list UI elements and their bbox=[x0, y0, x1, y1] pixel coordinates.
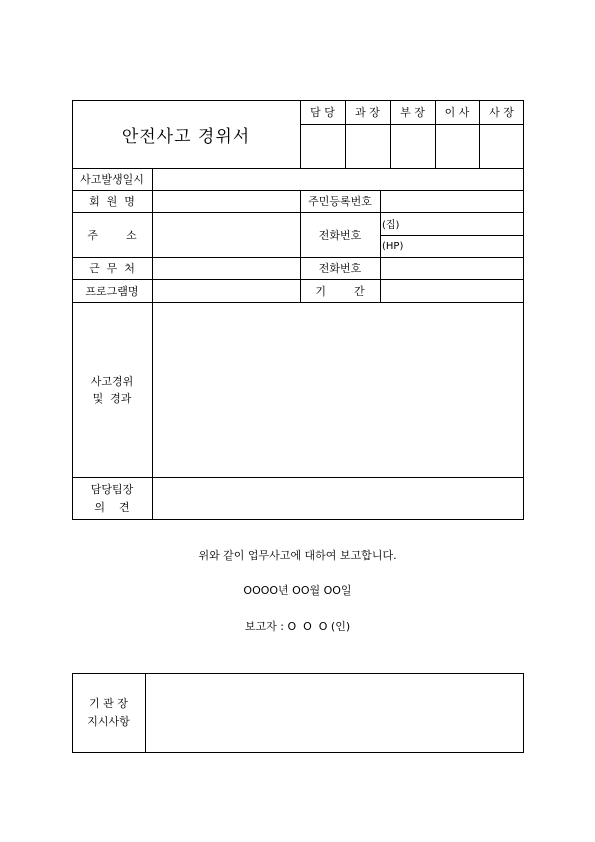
approval-sign-department-head[interactable] bbox=[390, 124, 435, 168]
phone-home-label: (집) bbox=[382, 220, 400, 231]
member-name-field[interactable] bbox=[152, 190, 300, 212]
phone-home-field[interactable] bbox=[382, 212, 524, 235]
details-field[interactable] bbox=[152, 302, 524, 477]
reporter-line: 보고자 : O O O (인) bbox=[244, 620, 351, 633]
director-label-line1: 기 관 장 bbox=[89, 697, 128, 710]
approval-sign-staff[interactable] bbox=[300, 124, 345, 168]
incident-datetime-label: 사고발생일시 bbox=[80, 173, 144, 186]
address-label-text: 주 소 bbox=[87, 228, 137, 242]
details-label-line2: 및 경과 bbox=[92, 391, 132, 405]
address-label bbox=[72, 212, 152, 257]
details-label bbox=[72, 302, 152, 477]
phone-label: 전화번호 bbox=[318, 228, 362, 242]
director-instructions-field[interactable] bbox=[145, 673, 524, 753]
period-label-text: 기 간 bbox=[315, 284, 365, 298]
work-phone-field[interactable] bbox=[380, 257, 524, 279]
work-phone-label: 전화번호 bbox=[318, 262, 362, 275]
workplace-field[interactable] bbox=[152, 257, 300, 279]
member-name-label bbox=[72, 190, 152, 212]
period-label bbox=[300, 279, 380, 302]
period-field[interactable] bbox=[380, 279, 524, 302]
report-statement: 위와 같이 업무사고에 대하여 보고합니다. bbox=[198, 549, 397, 562]
phone-mobile-field[interactable] bbox=[382, 235, 524, 257]
form-title: 안전사고 경위서 bbox=[121, 126, 251, 147]
approval-label-director: 이 사 bbox=[444, 106, 470, 119]
details-label-line1: 사고경위 bbox=[90, 374, 134, 388]
approval-label-staff: 담 당 bbox=[310, 106, 335, 119]
resident-number-field[interactable] bbox=[380, 190, 524, 212]
leader-opinion-label bbox=[72, 477, 152, 520]
program-name-label: 프로그램명 bbox=[85, 284, 139, 298]
approval-label-president: 사 장 bbox=[489, 106, 514, 119]
leader-opinion-line2: 의 견 bbox=[94, 500, 130, 514]
approval-sign-manager[interactable] bbox=[345, 124, 390, 168]
director-label bbox=[72, 673, 145, 753]
phone-mobile-label: (HP) bbox=[382, 240, 404, 252]
member-name-label-text: 회 원 명 bbox=[89, 195, 135, 208]
approval-label-manager: 과 장 bbox=[355, 106, 380, 119]
report-date: OOOO년 OO월 OO일 bbox=[243, 584, 352, 597]
approval-label-department-head: 부 장 bbox=[400, 106, 425, 119]
approval-sign-director[interactable] bbox=[435, 124, 479, 168]
workplace-label-text: 근 무 처 bbox=[89, 262, 135, 275]
workplace-label bbox=[72, 257, 152, 279]
address-field[interactable] bbox=[152, 212, 300, 257]
director-label-line2: 지시사항 bbox=[87, 715, 130, 728]
resident-number-label: 주민등록번호 bbox=[308, 195, 372, 208]
leader-opinion-line1: 담당팀장 bbox=[90, 482, 134, 496]
leader-opinion-field[interactable] bbox=[152, 477, 524, 520]
program-name-field[interactable] bbox=[152, 279, 300, 302]
incident-datetime-field[interactable] bbox=[152, 168, 524, 190]
approval-sign-president[interactable] bbox=[479, 124, 524, 168]
